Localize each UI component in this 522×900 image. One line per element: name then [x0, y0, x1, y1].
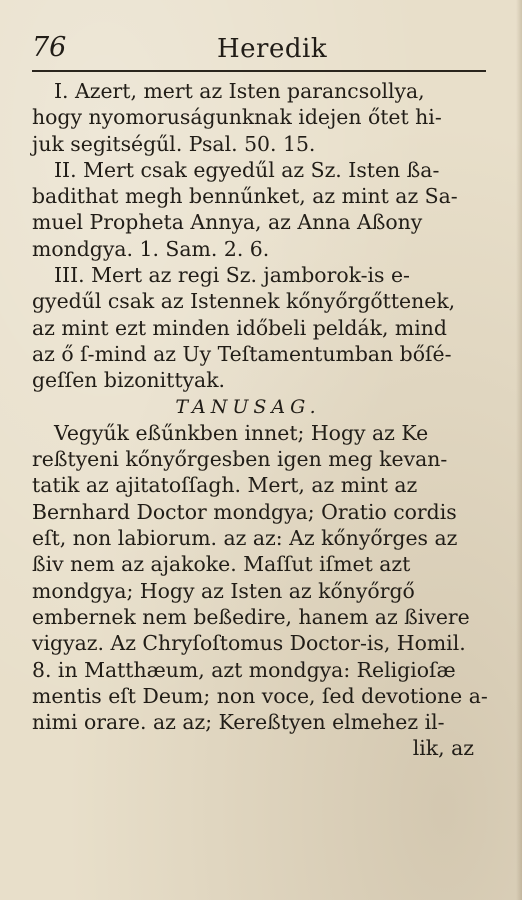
text-line: 8. in Matthæum, azt mondgya: Religioſæ	[32, 657, 456, 682]
text-line: muel Propheta Annya, az Anna Aßony	[32, 210, 423, 235]
text-line: mentis eſt Deum; non voce, ſed devotione a-	[32, 683, 488, 708]
page-number: 76	[32, 32, 67, 63]
text-line: mondgya. 1. Sam. 2. 6.	[32, 236, 270, 261]
section-heading-block	[32, 394, 494, 420]
page-edge-shadow	[516, 0, 522, 900]
paragraph-1	[32, 78, 494, 157]
section-heading: TANUSAG.	[175, 395, 321, 418]
text-line: tatik az ajitatoſſagh. Mert, az mint az	[32, 473, 418, 498]
text-line: az mint ezt minden időbeli peldák, mind	[32, 315, 447, 340]
text-line: Vegyűk eßűnkben innet; Hogy az Ke	[54, 420, 429, 445]
text-line: ßiv nem az ajakoke. Maſſut iſmet azt	[32, 552, 411, 577]
text-line: II. Mert csak egyedűl az Sz. Isten ßa-	[54, 157, 440, 182]
catchword: lik, az	[412, 736, 474, 761]
text-line: az ő ſ-mind az Uy Teſtamentumban bőſé-	[32, 341, 452, 366]
page-header	[32, 30, 486, 72]
page-text	[32, 78, 494, 762]
text-line: geſſen bizonittyak.	[32, 368, 226, 393]
text-line: mondgya; Hogy az Isten az kőnyőrgő	[32, 578, 415, 603]
text-line: gyedűl csak az Istennek kőnyőrgőttenek,	[32, 289, 456, 314]
text-line: reßtyeni kőnyőrgesben igen meg kevan-	[32, 447, 448, 472]
running-head: Heredik	[217, 34, 328, 64]
text-line: I. Azert, mert az Isten parancsollya,	[54, 79, 425, 103]
text-line: eſt, non labiorum. az az: Az kőnyőrges az	[32, 526, 458, 551]
body-paragraph	[32, 420, 494, 762]
text-line: juk segitségűl. Psal. 50. 15.	[32, 131, 316, 156]
text-line: hogy nyomoruságunknak idejen őtet hi-	[32, 105, 442, 130]
text-line: nimi orare. az az; Kereßtyen elmehez il-	[32, 710, 445, 735]
text-line: Bernhard Doctor mondgya; Oratio cordis	[32, 499, 457, 524]
paragraph-2	[32, 157, 494, 262]
text-line: badithat megh bennűnket, az mint az Sa-	[32, 184, 458, 209]
text-line: vigyaz. Az Chryſoſtomus Doctor-is, Homil.	[32, 631, 466, 656]
text-line: III. Mert az regi Sz. jamborok-is e-	[54, 263, 410, 288]
text-line: embernek nem beßedire, hanem az ßivere	[32, 604, 470, 629]
paragraph-3	[32, 262, 494, 393]
